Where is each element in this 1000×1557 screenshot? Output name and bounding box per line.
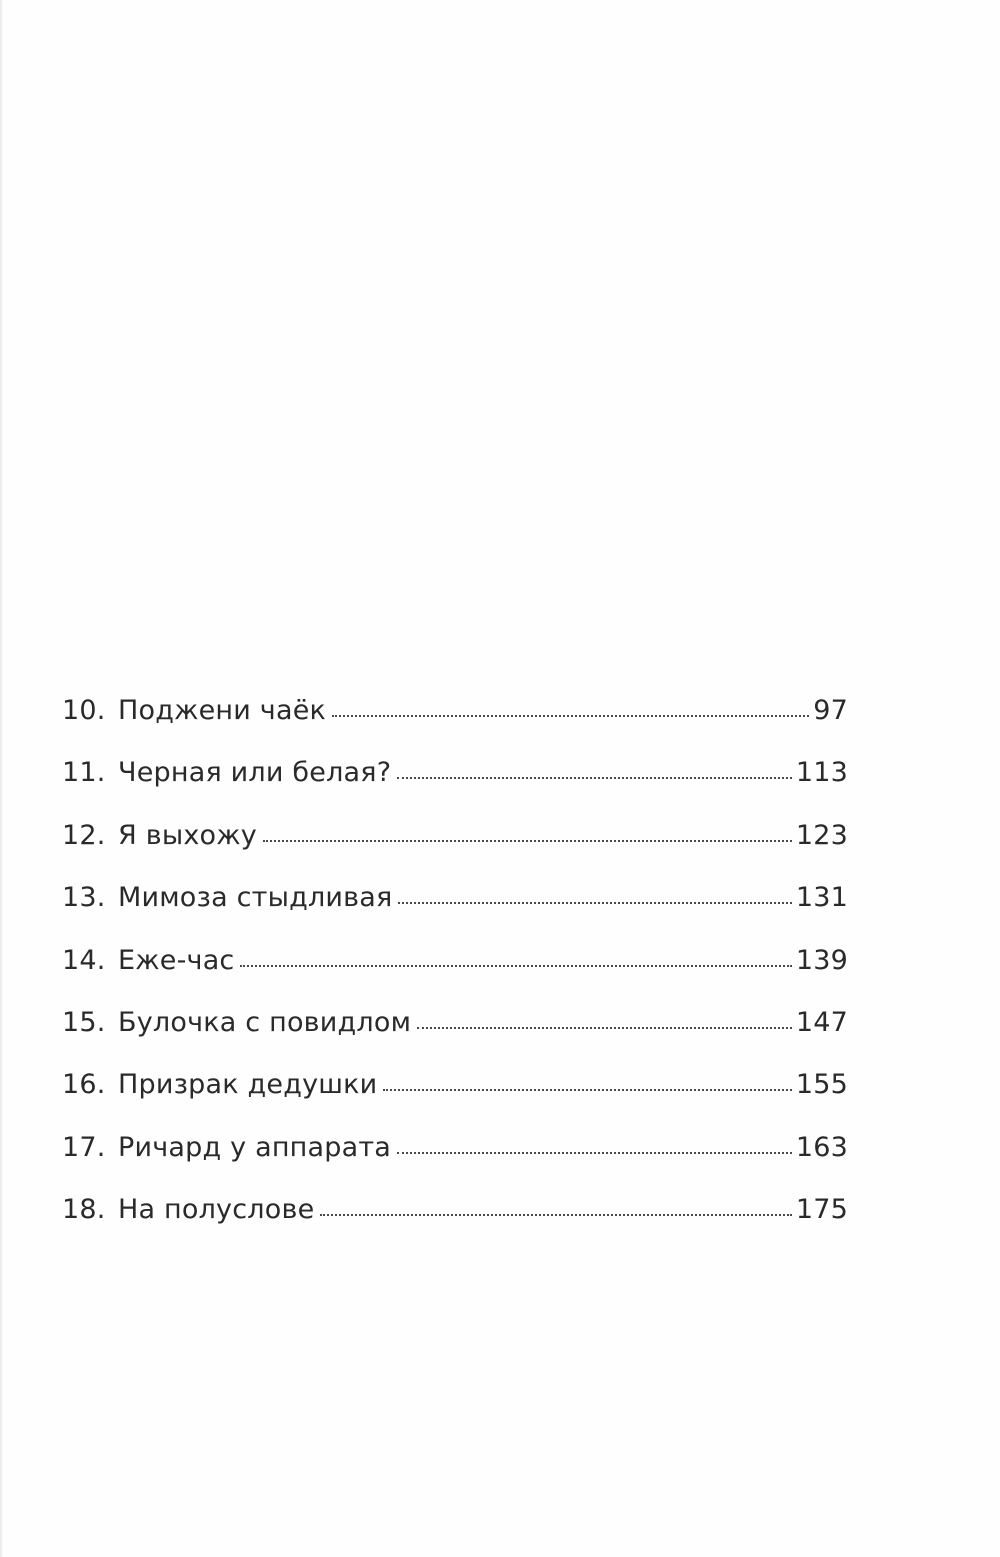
chapter-title: Поджени чаёк <box>118 695 327 726</box>
chapter-title: Еже-час <box>118 944 235 976</box>
toc-entry <box>62 930 848 992</box>
toc-entry <box>62 1054 848 1116</box>
toc-entry <box>62 867 848 929</box>
page-number: 175 <box>795 1194 848 1226</box>
toc-entry <box>62 992 848 1054</box>
dot-leader <box>240 964 791 967</box>
chapter-number: 17. <box>62 1131 106 1163</box>
chapter-title: Я выхожу <box>118 819 257 851</box>
chapter-number: 16. <box>62 1069 106 1101</box>
dot-leader <box>383 1088 791 1091</box>
chapter-number: 10. <box>62 695 106 726</box>
page-number: 163 <box>795 1131 848 1163</box>
chapter-number: 11. <box>62 757 106 789</box>
dot-leader <box>417 1026 792 1029</box>
chapter-number: 12. <box>62 819 106 851</box>
chapter-number: 13. <box>62 882 106 914</box>
toc-entry <box>62 1117 848 1179</box>
dot-leader <box>397 1151 792 1154</box>
page-number: 97 <box>813 695 848 726</box>
dot-leader <box>332 714 809 717</box>
table-of-contents <box>62 680 848 1242</box>
chapter-title: Булочка с повидлом <box>118 1006 412 1038</box>
dot-leader <box>397 776 792 779</box>
chapter-title: Призрак дедушки <box>118 1069 378 1101</box>
chapter-title: Черная или белая? <box>118 757 392 789</box>
page-number: 123 <box>795 819 848 851</box>
chapter-number: 14. <box>62 944 106 976</box>
dot-leader <box>320 1213 791 1216</box>
chapter-title: На полуслове <box>118 1194 315 1226</box>
chapter-number: 15. <box>62 1006 106 1038</box>
dot-leader <box>398 901 791 904</box>
chapter-title: Ричард у аппарата <box>118 1131 392 1163</box>
page-number: 155 <box>795 1069 848 1101</box>
chapter-title: Мимоза стыдливая <box>118 882 393 914</box>
toc-entry <box>62 1179 848 1241</box>
toc-entry <box>62 742 848 804</box>
toc-entry <box>62 680 848 742</box>
dot-leader <box>263 839 792 842</box>
page-number: 147 <box>795 1006 848 1038</box>
toc-entry <box>62 805 848 867</box>
page-number: 139 <box>795 944 848 976</box>
page-number: 131 <box>795 882 848 914</box>
page-edge-shadow <box>0 0 3 1557</box>
page-number: 113 <box>795 757 848 789</box>
chapter-number: 18. <box>62 1194 106 1226</box>
